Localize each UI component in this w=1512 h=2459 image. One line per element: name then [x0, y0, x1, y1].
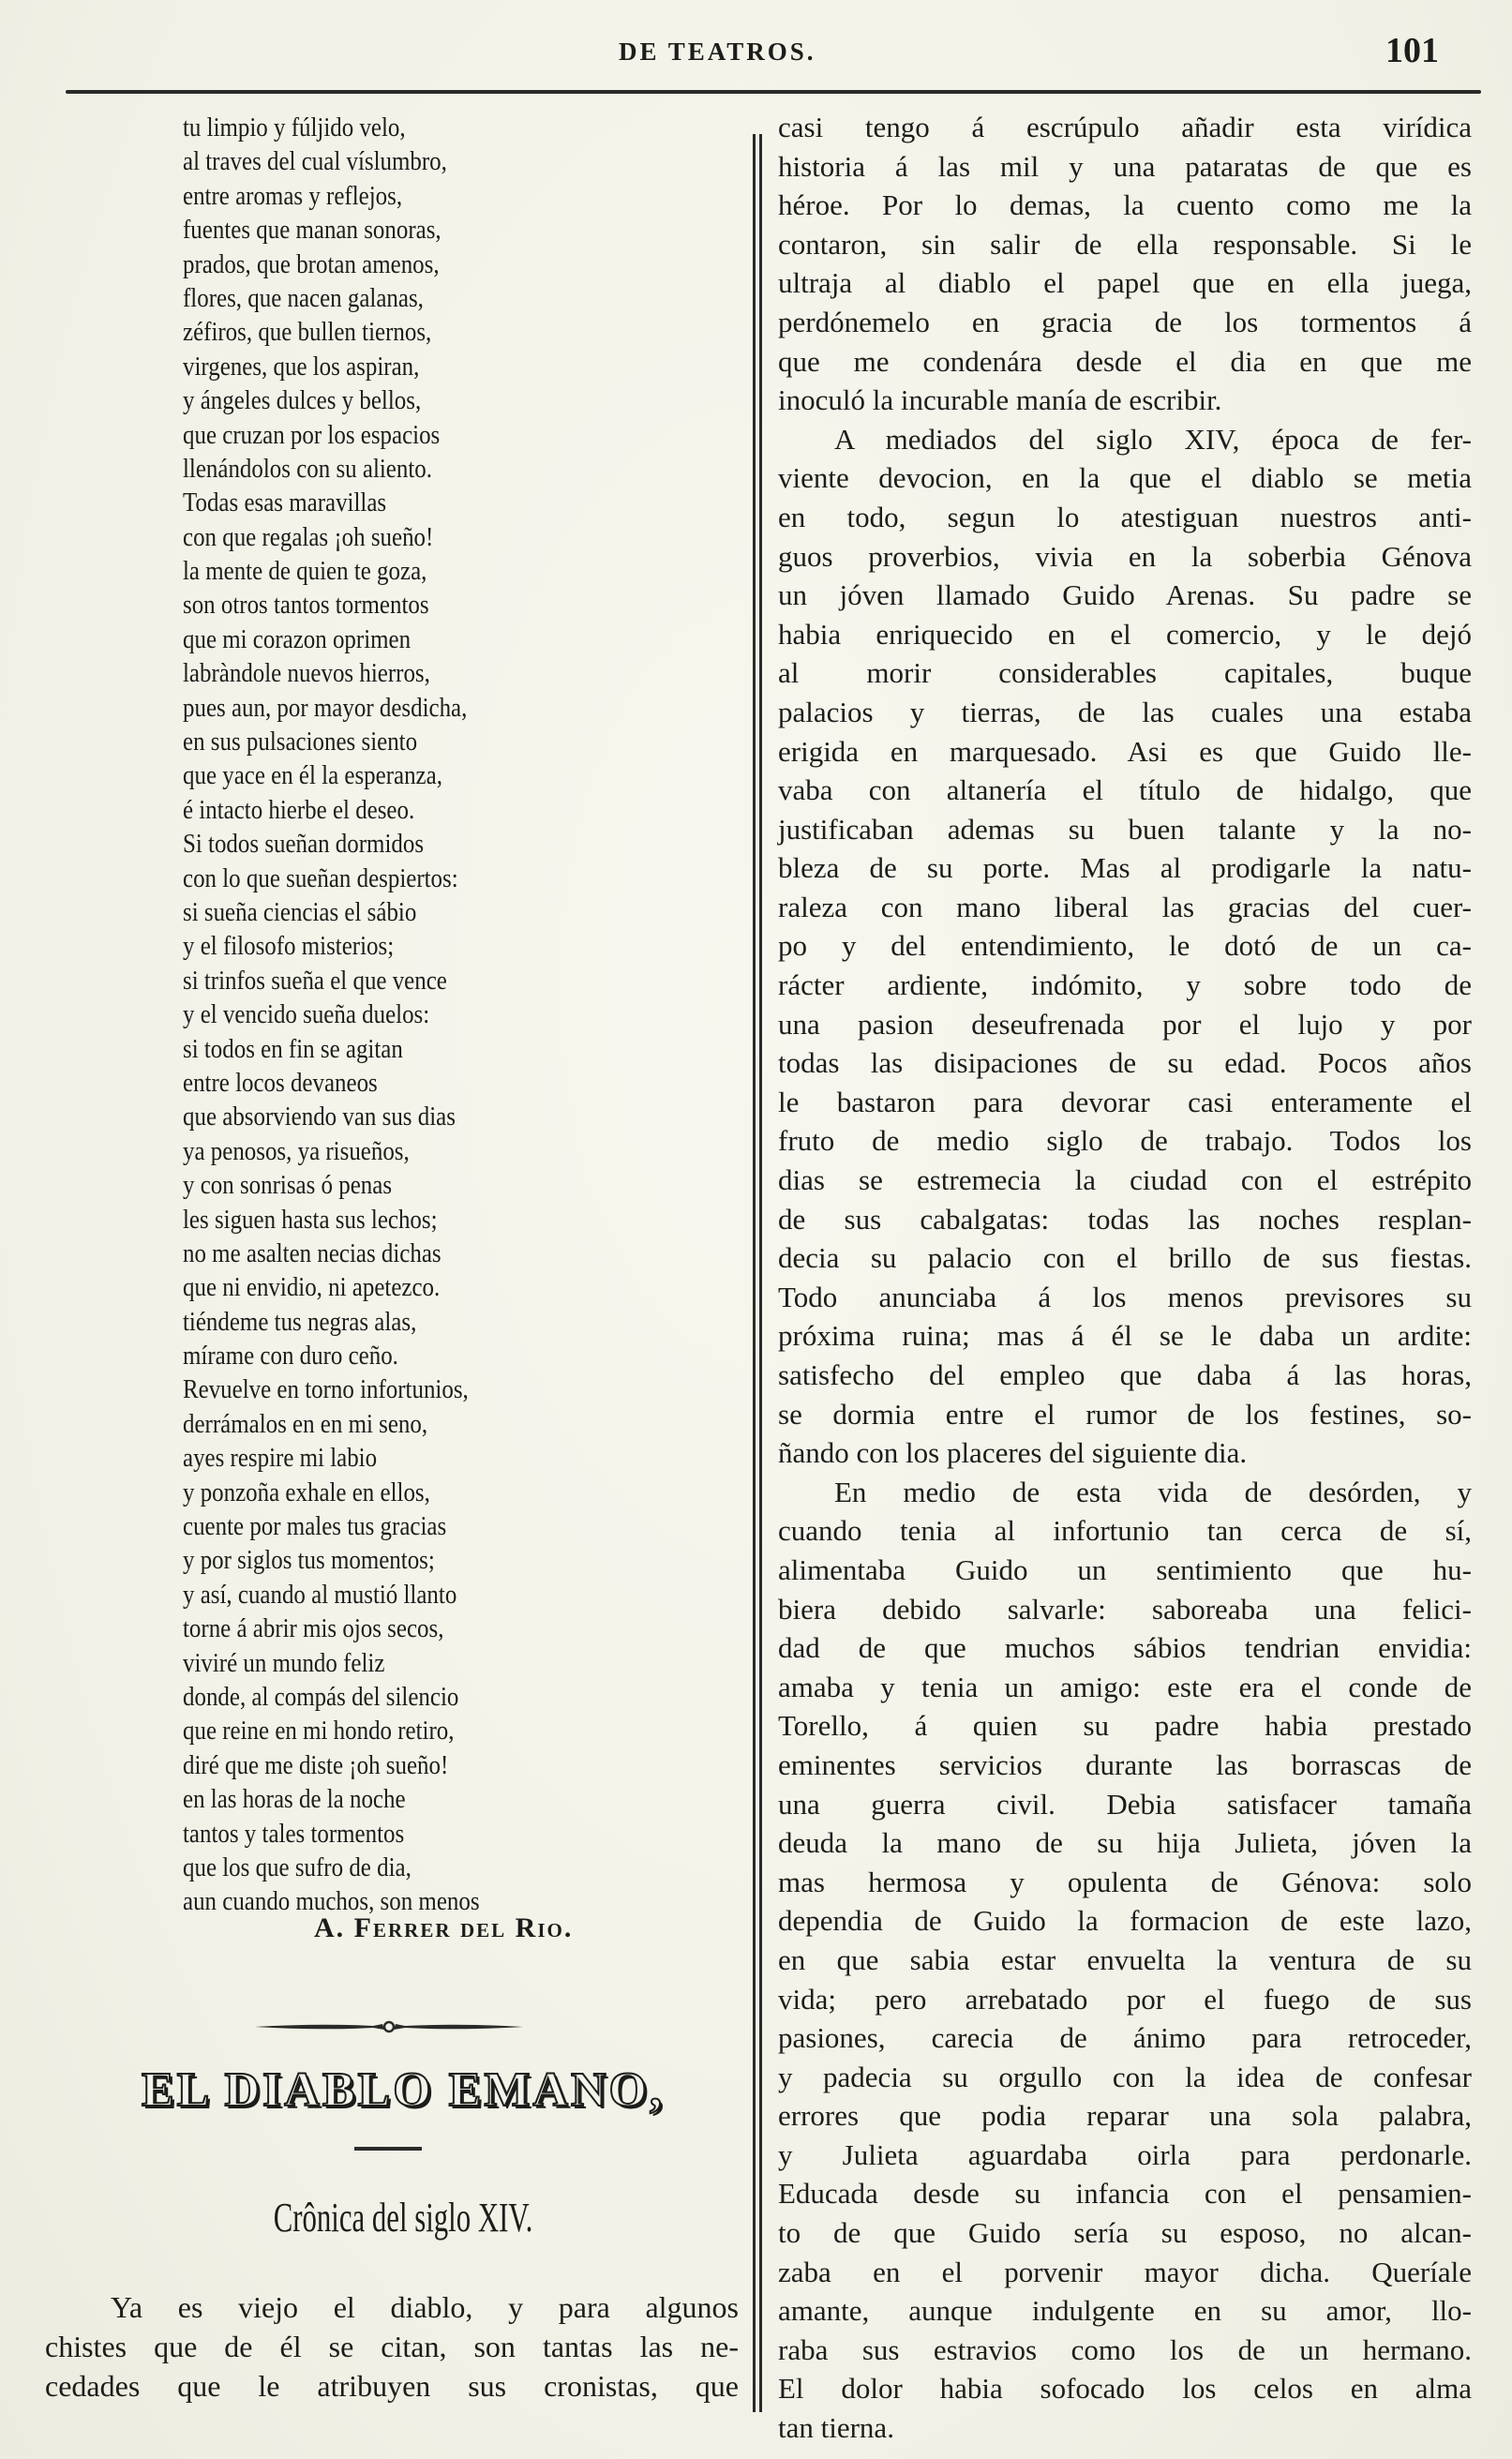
paragraph-line: rácter ardiente, indómito, y sobre todo de [778, 968, 1472, 1002]
poem-line: la mente de quien te goza, [183, 556, 427, 587]
paragraph-line: alimentaba Guido un sentimiento que hu- [778, 1552, 1472, 1586]
paragraph-line: chistes que de él se citan, son tantas las ne- [45, 2330, 739, 2363]
paragraph-line: viente devocion, en la que el diablo se metia [778, 461, 1472, 495]
poem-line: prados, que brotan amenos, [183, 248, 440, 279]
poem-line: derrámalos en en mi seno, [183, 1408, 428, 1439]
poem-line: que los que sufro de dia, [183, 1852, 412, 1882]
poem-line: mírame con duro ceño. [183, 1341, 398, 1372]
poem-line: que mi corazon oprimen [183, 623, 412, 654]
poem-line: si trinfos sueña el que vence [183, 965, 447, 996]
paragraph-line: al morir considerables capitales, buque [778, 656, 1472, 690]
paragraph-line: le bastaron para devorar casi enteramente el [778, 1085, 1472, 1118]
paragraph-line: dias se estremecia la ciudad con el estrépito [778, 1163, 1472, 1197]
poem-line: labràndole nuevos hierros, [183, 658, 430, 689]
poem-line: con lo que sueñan despiertos: [183, 862, 458, 893]
poem-line: tu limpio y fúljido velo, [183, 112, 406, 142]
paragraph-line: historia á las mil y una pataratas de que es [778, 149, 1472, 183]
poem-line: diré que me diste ¡oh sueño! [183, 1749, 449, 1780]
poem-line: ya penosos, ya risueños, [183, 1135, 410, 1166]
poem-line: entre locos devaneos [183, 1067, 378, 1098]
poem-line: Revuelve en torno infortunios, [183, 1374, 469, 1405]
poem-line: aun cuando muchos, son menos [183, 1886, 480, 1917]
paragraph-line: guos proverbios, vivia en la soberbia Génova [778, 539, 1472, 573]
poem-line: no me asalten necias dichas [183, 1237, 442, 1268]
paragraph-line: ultraja al diablo el papel que en ella juega, [778, 266, 1472, 300]
paragraph-line: cuando tenia al infortunio tan cerca de sí, [778, 1514, 1472, 1548]
poem-line: al traves del cual víslumbro, [183, 146, 447, 177]
paragraph-line: en que sabia estar envuelta la ventura de su [778, 1942, 1472, 1976]
paragraph-line: tan tierna. [778, 2411, 894, 2445]
poem-line: cuente por males tus gracias [183, 1511, 447, 1542]
paragraph-line: cedades que le atribuyen sus cronistas, que [45, 2369, 739, 2403]
poem-line: que cruzan por los espacios [183, 419, 441, 450]
poem-line: si sueña ciencias el sábio [183, 896, 417, 927]
paragraph-line: raba sus estravios como los de un hermano. [778, 2332, 1472, 2366]
paragraph-line: dad de que muchos sábios tendrian envidia: [778, 1631, 1472, 1665]
article-subtitle: Crônica del siglo XIV. [273, 2195, 533, 2241]
paragraph-line: deuda la mano de su hija Julieta, jóven la [778, 1826, 1472, 1860]
paragraph-line: A mediados del siglo XIV, época de fer- [834, 422, 1472, 456]
poem-line: en las horas de la noche [183, 1784, 406, 1815]
paragraph-line: casi tengo á escrúpulo añadir esta virídica [778, 111, 1472, 143]
poem-line: llenándolos con su aliento. [183, 453, 432, 484]
paragraph-line: vida; pero arrebatado por el fuego de sus [778, 1982, 1472, 2016]
paragraph-line: fruto de medio siglo de trabajo. Todos los [778, 1124, 1472, 1158]
paragraph-line: satisfecho del empleo que daba á las horas, [778, 1358, 1472, 1391]
paragraph-line: una guerra civil. Debia satisfacer tamaña [778, 1787, 1472, 1821]
poem-line: y el vencido sueña duelos: [183, 999, 430, 1030]
poem-line: que yace en él la esperanza, [183, 760, 442, 791]
paragraph-line: vaba con altanería el título de hidalgo, que [778, 773, 1472, 807]
poem-line: son otros tantos tormentos [183, 590, 429, 621]
paragraph-line: de sus cabalgatas: todas las noches resplan- [778, 1202, 1472, 1236]
poem-line: flores, que nacen galanas, [183, 282, 424, 313]
paragraph-line: Torello, á quien su padre habia prestado [778, 1709, 1472, 1743]
poem-line: y por siglos tus momentos; [183, 1545, 435, 1576]
paragraph-line: una pasion deseufrenada por el lujo y por [778, 1007, 1472, 1041]
paragraph-line: Educada desde su infancia con el pensamien- [778, 2177, 1472, 2211]
column-divider [753, 134, 762, 2412]
paragraph-line: errores que podia reparar una sola palabra, [778, 2099, 1472, 2133]
running-head: DE TEATROS. [619, 37, 816, 66]
paragraph-line: raleza con mano liberal las gracias del cuer- [778, 890, 1472, 923]
poem-line: Todas esas maravillas [183, 487, 387, 518]
paragraph-line: to de que Guido sería su esposo, no alcan- [778, 2216, 1472, 2250]
poem-line: y el filosofo misterios; [183, 931, 395, 962]
paragraph-line: que me condenára desde el dia en que me [778, 344, 1472, 378]
paragraph-line: biera debido salvarle: saboreaba una felici- [778, 1592, 1472, 1626]
paragraph-line: dependia de Guido la formacion de este lazo, [778, 1904, 1472, 1938]
paragraph-line: En medio de esta vida de desórden, y [834, 1475, 1472, 1508]
poem-line: y ponzoña exhale en ellos, [183, 1477, 430, 1507]
poem-signature: A. Ferrer del Rio. [314, 1912, 574, 1943]
poem-line: donde, al compás del silencio [183, 1681, 459, 1712]
right-column-text [778, 108, 1472, 2448]
poem-line: zéfiros, que bullen tiernos, [183, 317, 432, 348]
paragraph-line: ñando con los placeres del siguiente dia. [778, 1436, 1248, 1470]
poem-line: entre aromas y reflejos, [183, 180, 403, 211]
paragraph-line: héroe. Por lo demas, la cuento como me la [778, 188, 1472, 222]
poem-line: y con sonrisas ó penas [183, 1170, 393, 1201]
title-dash [354, 2147, 422, 2151]
paragraph-line: eminentes servicios durante las borrascas de [778, 1747, 1472, 1781]
paragraph-line: bleza de su porte. Mas al prodigarle la natu- [778, 851, 1472, 885]
poem [183, 111, 745, 1919]
paragraph-line: y Julieta aguardaba oirla para perdonarle. [778, 2137, 1472, 2171]
article-intro [45, 2287, 739, 2406]
paragraph-line: El dolor habia sofocado los celos en alma [778, 2372, 1472, 2406]
poem-line: que ni envidio, ni apetezco. [183, 1272, 441, 1303]
poem-line: Si todos sueñan dormidos [183, 829, 425, 860]
paragraph-line: Ya es viejo el diablo, y para algunos [111, 2290, 739, 2324]
paragraph-line: amante, aunque indulgente en su amor, llo- [778, 2294, 1472, 2328]
poem-line: virgenes, que los aspiran, [183, 351, 420, 382]
paragraph-line: palacios y tierras, de las cuales una estaba [778, 695, 1472, 728]
poem-line: viviré un mundo feliz [183, 1647, 385, 1678]
paragraph-line: y padecia su orgullo con la idea de confesar [778, 2060, 1472, 2093]
ornament-divider-icon [253, 2016, 525, 2038]
poem-line: é intacto hierbe el deseo. [183, 794, 415, 825]
poem-line: torne á abrir mis ojos secos, [183, 1613, 444, 1644]
paragraph-line: perdónemelo en gracia de los tormentos á [778, 305, 1472, 338]
poem-line: si todos en fin se agitan [183, 1033, 403, 1064]
paragraph-line: en todo, segun lo atestiguan nuestros anti- [778, 500, 1472, 533]
poem-line: que reine en mi hondo retiro, [183, 1716, 455, 1747]
paragraph-line: inoculó la incurable manía de escribir. [778, 383, 1222, 417]
page-number: 101 [1385, 31, 1439, 70]
paragraph-line: pasiones, carecia de ánimo para retroceder, [778, 2021, 1472, 2055]
paragraph-line: zaba en el porvenir mayor dicha. Queríale [778, 2255, 1472, 2288]
paragraph-line: mas hermosa y opulenta de Génova: solo [778, 1865, 1472, 1898]
paragraph-line: un jóven llamado Guido Arenas. Su padre se [778, 578, 1472, 612]
poem-line: tantos y tales tormentos [183, 1818, 405, 1849]
paragraph-line: amaba y tenia un amigo: este era el conde de [778, 1670, 1472, 1703]
paragraph-line: se dormia entre el rumor de los festines, so- [778, 1397, 1472, 1431]
poem-line: tiéndeme tus negras alas, [183, 1306, 417, 1337]
poem-line: y así, cuando al mustió llanto [183, 1579, 457, 1610]
header-rule [66, 90, 1481, 94]
paragraph-line: decia su palacio con el brillo de sus fiestas. [778, 1241, 1472, 1275]
poem-line: les siguen hasta sus lechos; [183, 1204, 438, 1235]
paragraph-line: todas las disipaciones de su edad. Pocos años [778, 1046, 1472, 1080]
paragraph-line: Todo anunciaba á los menos previsores su [778, 1280, 1472, 1313]
poem-line: que absorviendo van sus dias [183, 1102, 456, 1132]
article-title: EL DIABLO EMANO, [142, 2063, 665, 2117]
poem-line: ayes respire mi labio [183, 1443, 378, 1474]
poem-line: en sus pulsaciones siento [183, 727, 418, 757]
poem-line: y ángeles dulces y bellos, [183, 385, 422, 416]
paragraph-line: erigida en marquesado. Asi es que Guido lle- [778, 734, 1472, 768]
paragraph-line: contaron, sin salir de ella responsable. Si le [778, 227, 1472, 261]
paragraph-line: po y del entendimiento, le dotó de un ca- [778, 929, 1472, 963]
poem-line: pues aun, por mayor desdicha, [183, 692, 468, 723]
poem-line: con que regalas ¡oh sueño! [183, 521, 434, 552]
paragraph-line: justificaban ademas su buen talante y la no- [778, 812, 1472, 846]
paragraph-line: próxima ruina; mas á él se le daba un ardite: [778, 1319, 1472, 1353]
paragraph-line: habia enriquecido en el comercio, y le dejó [778, 617, 1472, 651]
poem-line: fuentes que manan sonoras, [183, 215, 442, 246]
